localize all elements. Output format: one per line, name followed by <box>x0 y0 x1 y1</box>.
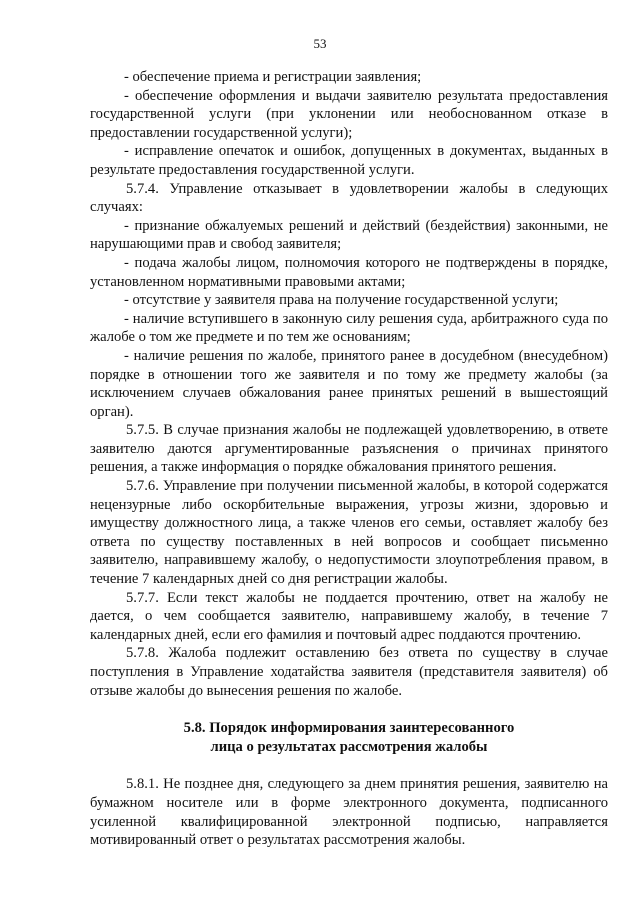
list-item-prior-decision: - наличие решения по жалобе, принятого ранее в досудебном (внесудебном) порядке в отношении того же заявителя и по тому же предмету жалобы (за исключением случаев обжалования ранее принятых решений в вышестоящий орган). <box>90 347 608 420</box>
clause-5-7-4: 5.7.4. Управление отказывает в удовлетворении жалобы в следующих случаях: <box>90 180 608 216</box>
page-content <box>90 68 608 850</box>
list-item-reception: - обеспечение приема и регистрации заявления; <box>124 69 422 85</box>
clause-5-7-6: 5.7.6. Управление при получении письменной жалобы, в которой содержатся нецензурные либо оскорбительные выражения, угрозы жизни, здоровью и имуществу должностного лица, а также членов его семьи, оставляет жалобу без ответа по существу поставленных в ней вопросов и сообщает письменно заявителю, направившему жалобу, о недопустимости злоупотребления правом, в течение 7 календарных дней со дня регистрации жалобы. <box>90 478 608 588</box>
clause-5-8-1: 5.8.1. Не позднее дня, следующего за днем принятия решения, заявителю на бумажном носителе или в форме электронного документа, подписанного усиленной квалифицированной электронной подписью, направляется мотивированный ответ о результатах рассмотрения жалобы. <box>90 776 608 849</box>
list-item-issuance: - обеспечение оформления и выдачи заявителю результата предоставления государственной услуги (при уклонении или необоснованном отказе в предоставлении государственной услуги); <box>90 87 608 141</box>
clause-5-7-7: 5.7.7. Если текст жалобы не поддается прочтению, ответ на жалобу не дается, о чем сообщается заявителю, направившему жалобу, в течение 7 календарных дней, если его фамилия и почтовый адрес поддаются прочтению. <box>90 589 608 643</box>
list-item-court-decision: - наличие вступившего в законную силу решения суда, арбитражного суда по жалобе о том же предмете и по тем же основаниям; <box>90 310 608 346</box>
page-number: 53 <box>313 36 327 51</box>
list-item-unauthorized-person: - подача жалобы лицом, полномочия которого не подтверждены в порядке, установленном нормативными правовыми актами; <box>90 254 608 290</box>
section-heading-5-8 <box>90 719 608 756</box>
section-heading-line-1: 5.8. Порядок информирования заинтересованного <box>183 720 515 737</box>
list-item-corrections: - исправление опечаток и ошибок, допущенных в документах, выданных в результате предоставления государственной услуги. <box>90 143 608 178</box>
clause-5-7-8: 5.7.8. Жалоба подлежит оставлению без ответа по существу в случае поступления в Управление ходатайства заявителя (представителя заявителя) об отзыве жалобы до вынесения решения по жалобе. <box>90 645 608 699</box>
clause-5-7-5: 5.7.5. В случае признания жалобы не подлежащей удовлетворению, в ответе заявителю даются аргументированные разъяснения о причинах принятого решения, а также информация о порядке обжалования принятого решения. <box>90 422 608 476</box>
list-item-no-right: - отсутствие у заявителя права на получение государственной услуги; <box>124 292 559 309</box>
section-heading-line-2: лица о результатах рассмотрения жалобы <box>210 738 488 755</box>
list-item-lawful-decisions: - признание обжалуемых решений и действий (бездействия) законными, не нарушающими прав и свобод заявителя; <box>90 217 608 253</box>
